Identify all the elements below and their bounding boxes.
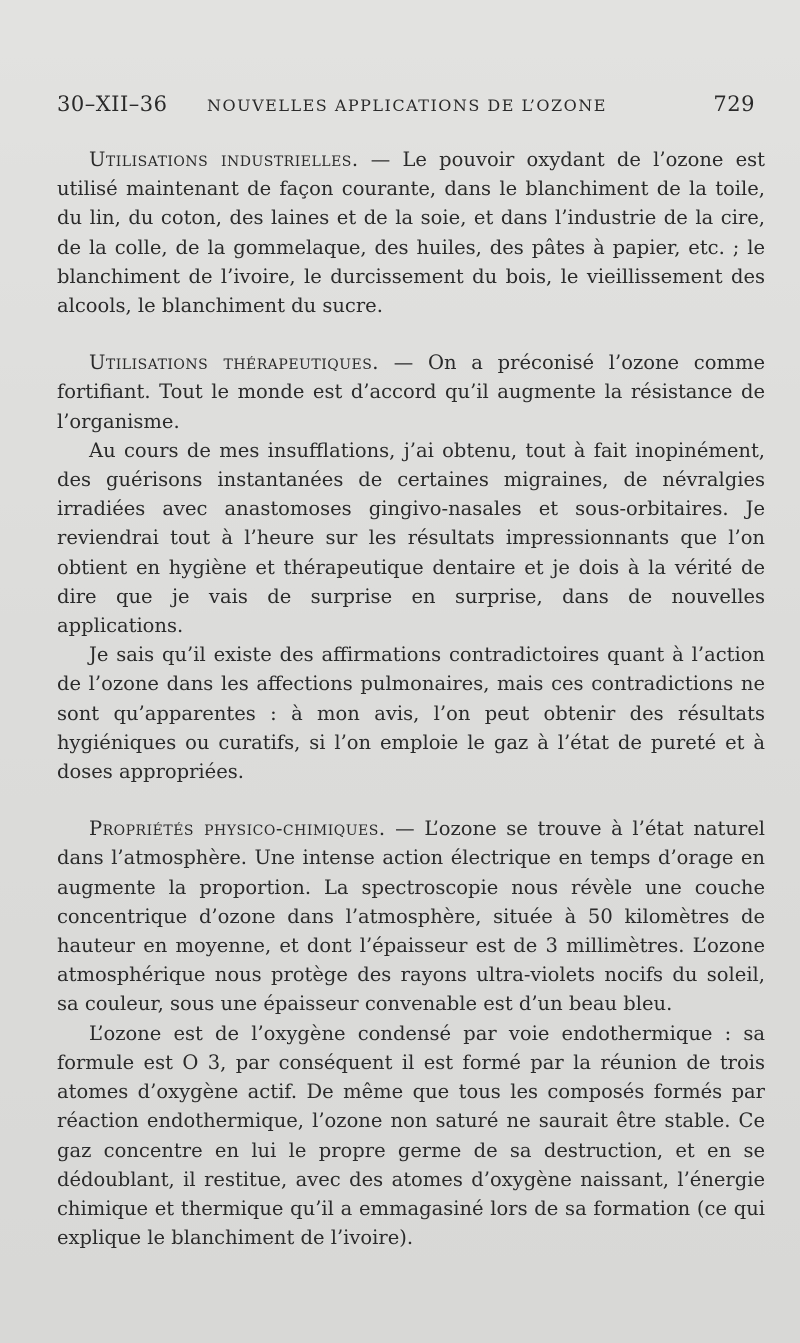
paragraph-text: L’ozone est de l’oxygène condensé par voie endothermique : sa formule est O 3, par conséquent il est formé par la réunion de trois atomes d’oxygène actif. De même que tous les composés formés par réaction endothermique, l’ozone non saturé ne saurait être stable. Ce gaz concentre en lui le propre germe de sa destruction, et en se dédoublant, il restitue, avec des atomes d’oxygène naissant, l’énergie chimique et thermique qu’il a emmagasiné lors de sa formation (ce qui explique le blanchiment de l’ivoire).	[57, 1021, 765, 1250]
paragraph-text: Au cours de mes insufflations, j’ai obtenu, tout à fait inopinément, des guérisons instantanées de certaines migraines, de névralgies irradiées avec anastomoses gingivo-nasales et sous-orbitaires. Je reviendrai tout à l’heure sur les résultats impressionnants que l’on obtient en hygiène et thérapeutique dentaire et je dois à la vérité de dire que je vais de surprise en surprise, dans de nouvelles applications.	[57, 438, 765, 638]
header-date: 30–XII–36	[57, 92, 168, 116]
paragraph-therapeutic-uses	[57, 348, 765, 436]
paragraph-physico-chemical	[57, 814, 765, 1018]
paragraph-insufflations	[57, 436, 765, 640]
page-number: 729	[713, 92, 755, 116]
running-header	[57, 92, 755, 128]
header-title: NOUVELLES APPLICATIONS DE L’OZONE	[207, 96, 607, 115]
section-heading-industrial: Utilisations industrielles.	[89, 148, 359, 171]
section-gap	[57, 320, 765, 348]
section-heading-therapeutic: Utilisations thérapeutiques.	[89, 351, 380, 375]
section-gap	[57, 786, 765, 814]
paragraph-text: Je sais qu’il existe des affirmations contradictoires quant à l’action de l’ozone dans les affections pulmonaires, mais ces contradictions ne sont qu’apparentes : à mon avis, l’on peut obtenir des résultats hygiéniques ou curatifs, si l’on emploie le gaz à l’état de pureté et à doses appropriées.	[57, 643, 765, 784]
paragraph-ozone-formula	[57, 1019, 765, 1253]
paragraph-pulmonary	[57, 640, 765, 786]
section-heading-physico-chemical: Propriétés physico-chimiques.	[89, 817, 386, 841]
paragraph-text: — Le pouvoir oxydant de l’ozone est utilisé maintenant de façon courante, dans le blanchiment de la toile, du lin, du coton, des laines et de la soie, et dans l’industrie de la cire, de la colle, de la gommelaque, des huiles, des pâtes à papier, etc. ; le blanchiment de l’ivoire, le durcissement du bois, le vieillissement des alcools, le blanchiment du sucre.	[57, 148, 765, 318]
page-body	[57, 145, 765, 1252]
paragraph-industrial-uses	[57, 145, 765, 320]
paragraph-text: — On a préconisé l’ozone comme fortifiant. Tout le monde est d’accord qu’il augmente la résistance de l’organisme.	[57, 351, 765, 433]
paragraph-text: — L’ozone se trouve à l’état naturel dans l’atmosphère. Une intense action électrique en temps d’orage en augmente la proportion. La spectroscopie nous révèle une couche concentrique d’ozone dans l’atmosphère, située à 50 kilomètres de hauteur en moyenne, et dont l’épaisseur est de 3 millimètres. L’ozone atmosphérique nous protège des rayons ultra-violets nocifs du soleil, sa couleur, sous une épaisseur convenable est d’un beau bleu.	[57, 817, 765, 1016]
